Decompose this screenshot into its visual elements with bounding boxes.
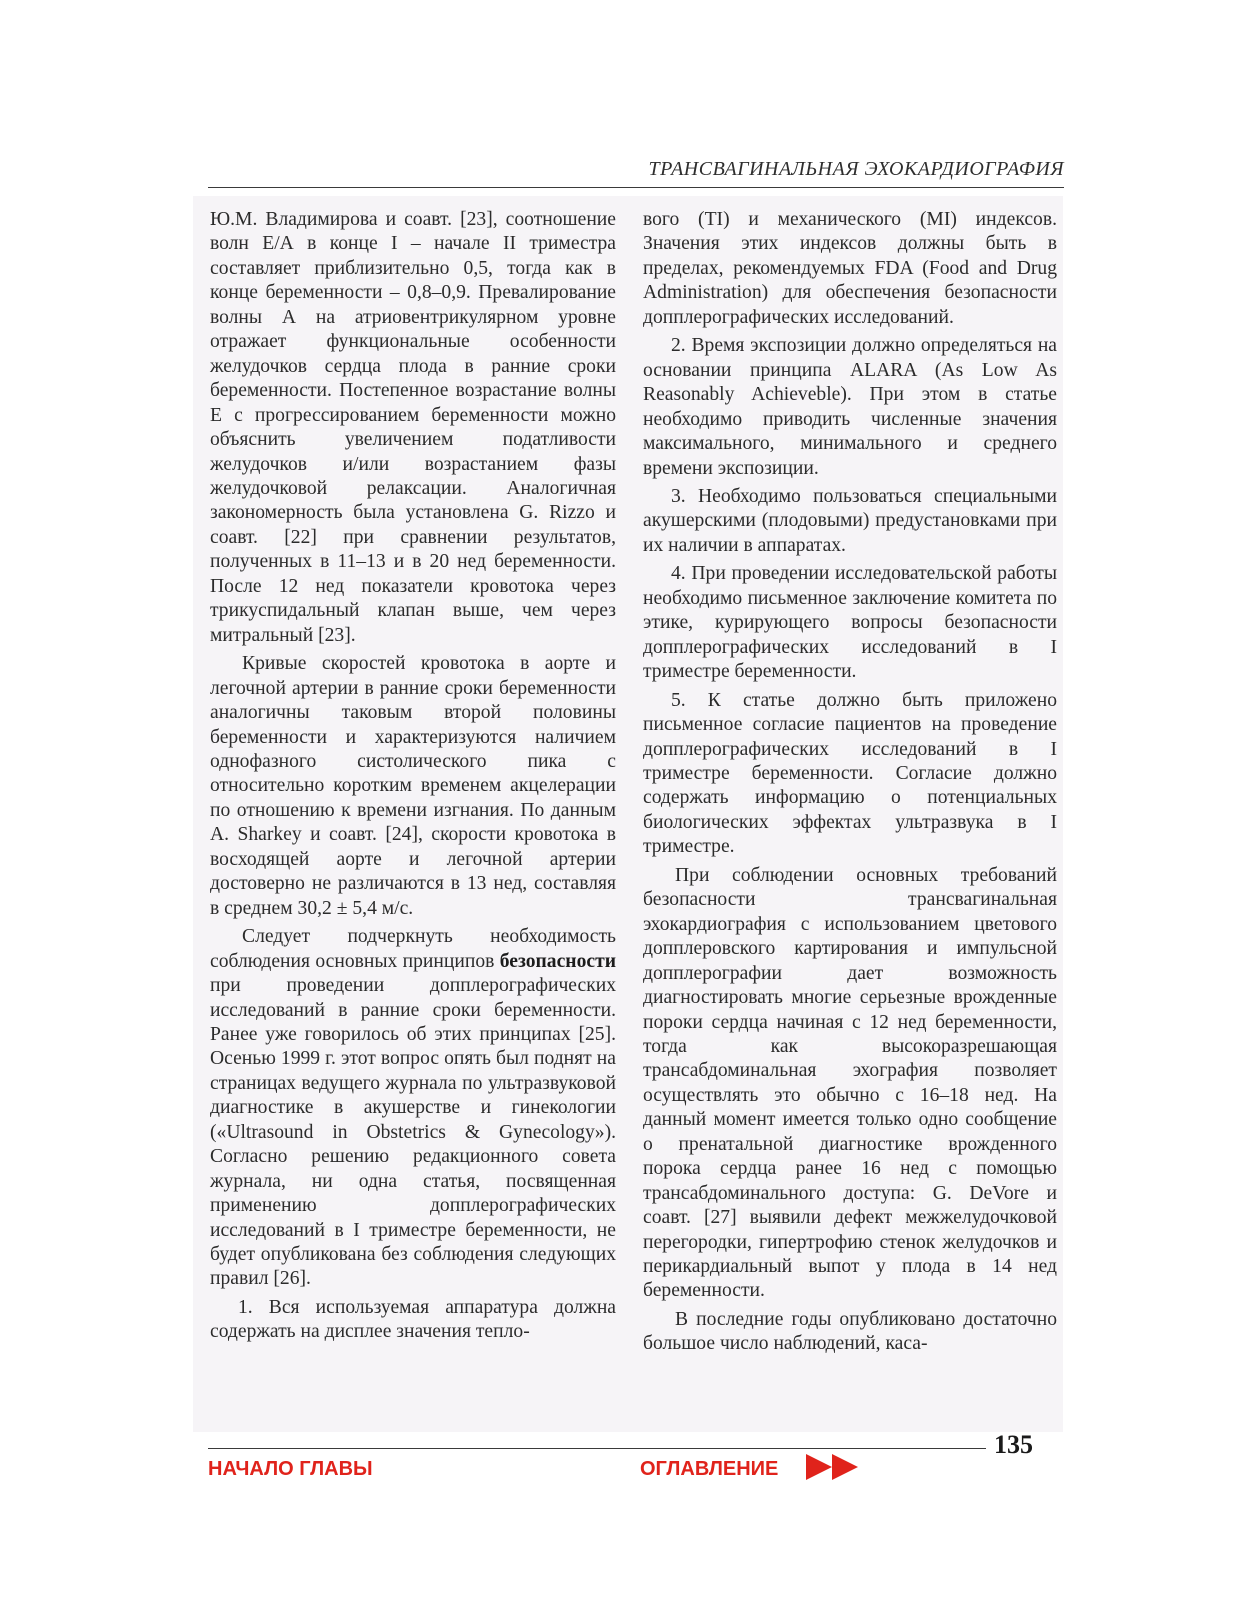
list-item: 3. Необходимо пользоваться специальными акушерскими (плодовыми) предустановками при их наличии в аппаратах. xyxy=(643,485,1057,556)
page-number: 135 xyxy=(994,1430,1033,1459)
paragraph: Ю.М. Владимирова и соавт. [23], соотношение волн Е/А в конце I – начале II триместра составляет приблизительно 0,5, тогда как в конце беременности – 0,8–0,9. Превалирование волны А на атриовентрикулярном уровне отражает функциональные особенности желудочков сердца плода в ранние сроки беременности. Постепенное возрастание волны Е с прогрессированием беременности можно объяснить увеличением податливости желудочков и/или возрастанием фазы желудочковой релаксации. Аналогичная закономерность была установлена G. Rizzo и соавт. [22] при сравнении результатов, полученных в 11–13 и в 20 нед беременности. После 12 нед показатели кровотока через трикуспидальный клапан выше, чем через митральный [23]. xyxy=(210,209,616,646)
paragraph: При соблюдении основных требований безопасности трансвагинальная эхокардиография с использованием цветового допплеровского картирования и импульсной допплерографии дает возможность диагностировать многие серьезные врожденные пороки сердца начиная с 12 нед беременности, тогда как высокоразрешающая трансабдоминальная эхография позволяет осуществлять это обычно с 16–18 нед. На данный момент имеется только одно сообщение о пренатальной диагностике врожденного порока сердца ранее 16 нед с помощью трансабдоминального доступа: G. DeVore и соавт. [27] выявили дефект межжелудочковой перегородки, гипертрофию стенок желудочков и перикардиальный выпот у плода в 14 нед беременности. xyxy=(643,864,1057,1302)
paragraph: В последние годы опубликовано достаточно большое число наблюдений, каса- xyxy=(643,1308,1057,1355)
table-of-contents-link[interactable]: ОГЛАВЛЕНИЕ xyxy=(640,1458,779,1480)
text-run: Следует подчеркнуть необходимость соблюдения основных принципов xyxy=(210,926,616,972)
list-item: 2. Время экспозиции должно определяться на основании принципа ALARA (As Low As Reasonably Achieveble). При этом в статье необходимо приводить численные значения максимального, минимального и среднего времени экспозиции. xyxy=(643,335,1057,479)
paragraph xyxy=(210,925,616,1292)
paragraph: Кривые скоростей кровотока в аорте и легочной артерии в ранние сроки беременности аналогичны таковым второй половины беременности и характеризуются наличием однофазного систолического пика с относительно коротким временем акцелерации по отношению к времени изгнания. По данным A. Sharkey и соавт. [24], скорости кровотока в восходящей аорте и легочной артерии достоверно не различаются в 13 нед, составляя в среднем 30,2 ± 5,4 м/с. xyxy=(210,653,616,919)
text-run: при проведении допплерографических исследований в ранние сроки беременности. Ранее уже говорилось об этих принципах [25]. Осенью 1999 г. этот вопрос опять был поднят на страницах ведущего журнала по ультразвуковой диагностике в акушерстве и гинекологии («Ultrasound in Obstetrics & Gynecology»). Согласно решению редакционного совета журнала, ни одна статья, посвященная применению допплерографических исследований в I триместре беременности, не будет опубликована без соблюдения следующих правил [26]. xyxy=(210,975,616,1290)
list-item: 4. При проведении исследовательской работы необходимо письменное заключение комитета по этике, курирующего вопросы безопасности допплерографических исследований в I триместре беременности. xyxy=(643,563,1057,683)
header-rule xyxy=(208,187,1064,188)
running-title: ТРАНСВАГИНАЛЬНАЯ ЭХОКАРДИОГРАФИЯ xyxy=(648,158,1064,180)
right-column xyxy=(643,208,1057,1361)
paragraph: вого (TI) и механического (MI) индексов. Значения этих индексов должны быть в пределах, рекомендуемых FDA (Food and Drug Administration) для обеспечения безопасности допплерографических исследований. xyxy=(643,209,1057,328)
list-item: 5. К статье должно быть приложено письменное согласие пациентов на проведение допплерографических исследований в I триместре беременности. Согласие должно содержать информацию о потенциальных биологических эффектах ультразвука в I триместре. xyxy=(643,689,1057,858)
chapter-start-link[interactable]: НАЧАЛО ГЛАВЫ xyxy=(208,1458,373,1480)
footer-rule xyxy=(208,1448,986,1449)
left-column xyxy=(210,208,616,1349)
list-item: 1. Вся используемая аппаратура должна содержать на дисплее значения тепло- xyxy=(210,1296,616,1343)
bold-term: безопасности xyxy=(499,950,616,972)
double-arrow-right-icon[interactable] xyxy=(806,1452,862,1482)
